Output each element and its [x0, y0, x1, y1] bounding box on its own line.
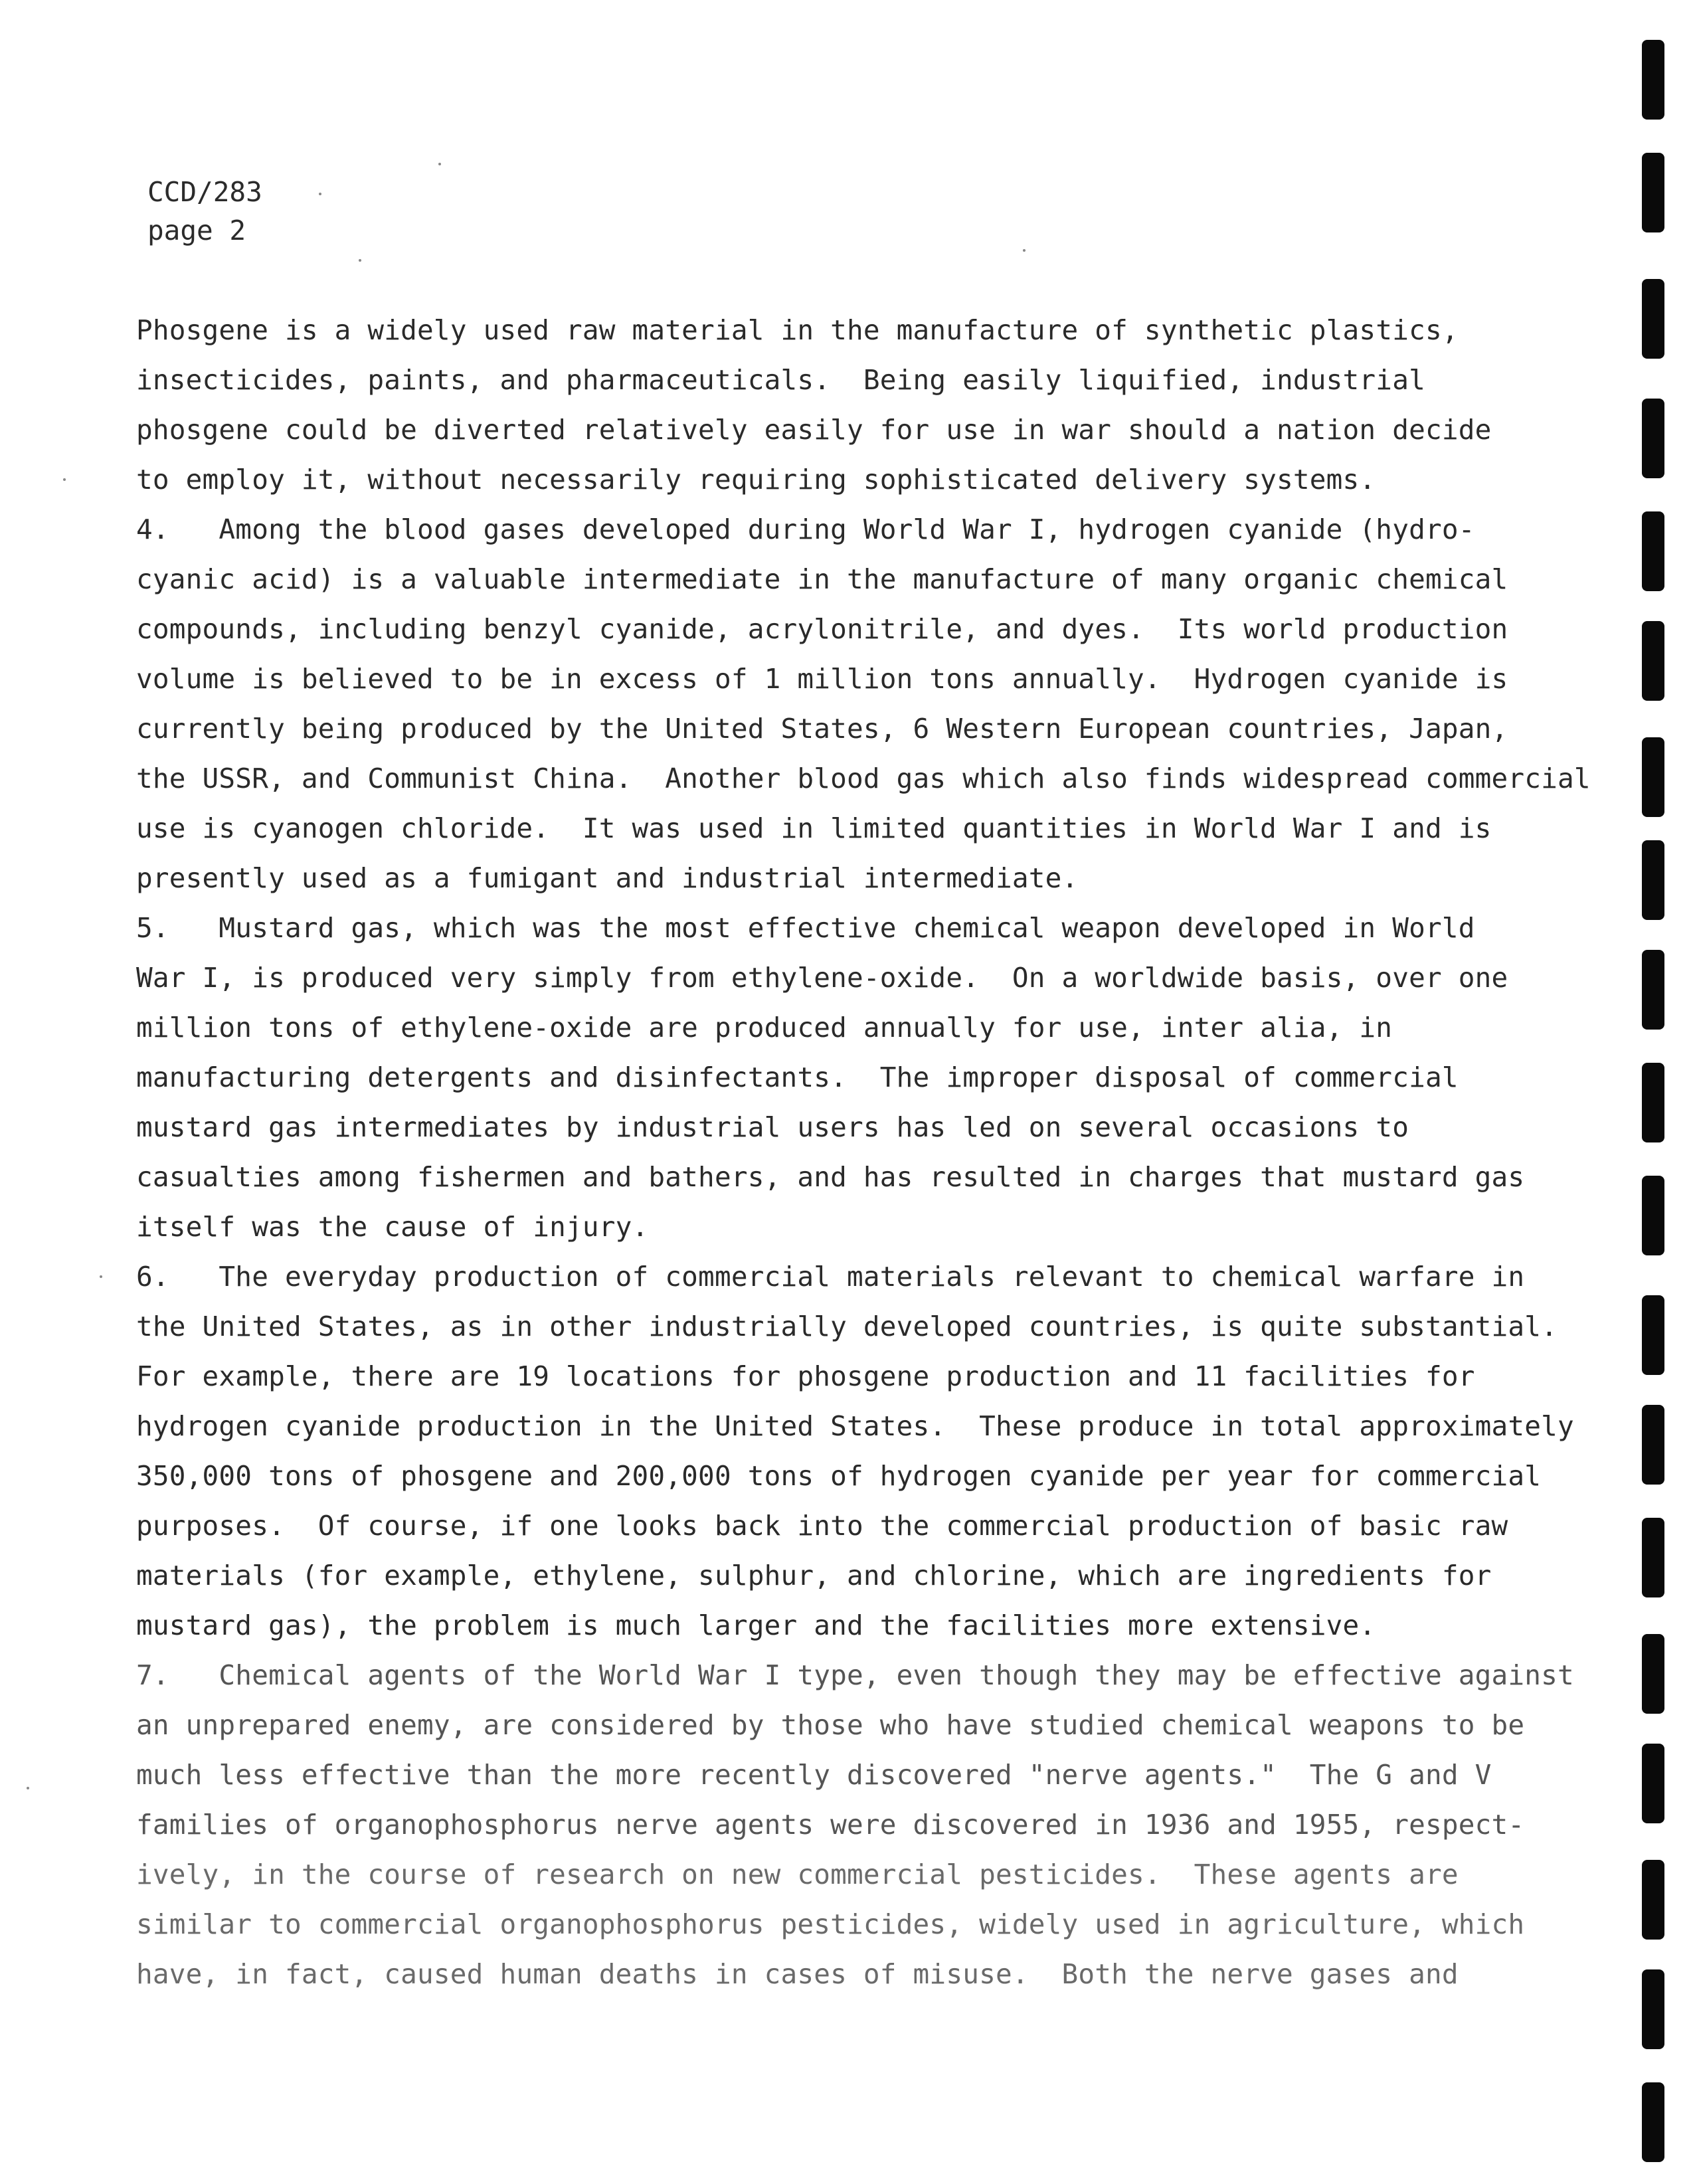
binding-hole	[1642, 279, 1664, 359]
scan-speck	[359, 259, 361, 262]
text-line: much less effective than the more recently discovered "nerve agents." The G and V	[136, 1759, 1492, 1791]
text-line: casualties among fishermen and bathers, and has resulted in charges that mustard gas	[136, 1161, 1525, 1193]
text-line: ively, in the course of research on new commercial pesticides. These agents are	[136, 1859, 1459, 1890]
text-line: 350,000 tons of phosgene and 200,000 tons of hydrogen cyanide per year for commercial	[136, 1460, 1542, 1492]
text-line: presently used as a fumigant and industrial intermediate.	[136, 862, 1079, 894]
text-line: to employ it, without necessarily requiring sophisticated delivery systems.	[136, 464, 1376, 496]
text-line: million tons of ethylene-oxide are produced annually for use, inter alia, in	[136, 1012, 1393, 1044]
scan-speck	[63, 478, 66, 481]
text-line: Phosgene is a widely used raw material in the manufacture of synthetic plastics,	[136, 314, 1459, 346]
text-line: 5. Mustard gas, which was the most effective chemical weapon developed in World	[136, 912, 1475, 944]
binding-hole	[1642, 153, 1664, 232]
text-line: itself was the cause of injury.	[136, 1211, 649, 1243]
text-line: mustard gas intermediates by industrial users has led on several occasions to	[136, 1111, 1409, 1143]
text-line: phosgene could be diverted relatively easily for use in war should a nation decide	[136, 414, 1492, 446]
scan-speck	[1023, 249, 1026, 252]
binding-hole	[1642, 1176, 1664, 1255]
text-line: War I, is produced very simply from ethylene-oxide. On a worldwide basis, over one	[136, 962, 1508, 994]
text-line: volume is believed to be in excess of 1 million tons annually. Hydrogen cyanide is	[136, 663, 1508, 695]
binding-hole	[1642, 1518, 1664, 1597]
text-line: materials (for example, ethylene, sulphur, and chlorine, which are ingredients for	[136, 1560, 1492, 1592]
binding-hole	[1642, 621, 1664, 701]
binding-holes	[1642, 0, 1668, 2184]
binding-hole	[1642, 950, 1664, 1030]
binding-hole	[1642, 1634, 1664, 1714]
text-line: purposes. Of course, if one looks back into the commercial production of basic raw	[136, 1510, 1508, 1542]
binding-hole	[1642, 2082, 1664, 2162]
text-line: 7. Chemical agents of the World War I type, even though they may be effective against	[136, 1659, 1574, 1691]
text-line: insecticides, paints, and pharmaceuticals. Being easily liquified, industrial	[136, 364, 1425, 396]
text-line: cyanic acid) is a valuable intermediate in the manufacture of many organic chemical	[136, 563, 1508, 595]
text-line: mustard gas), the problem is much larger and the facilities more extensive.	[136, 1609, 1376, 1641]
document-header	[147, 173, 262, 250]
binding-hole	[1642, 1063, 1664, 1142]
text-line: currently being produced by the United States, 6 Western European countries, Japan,	[136, 713, 1508, 745]
text-line: 6. The everyday production of commercial materials relevant to chemical warfare in	[136, 1261, 1525, 1293]
page-number: page 2	[147, 215, 246, 246]
text-line: For example, there are 19 locations for phosgene production and 11 facilities for	[136, 1360, 1475, 1392]
binding-hole	[1642, 1405, 1664, 1485]
binding-hole	[1642, 1744, 1664, 1823]
scan-speck	[438, 163, 441, 165]
text-line: manufacturing detergents and disinfectants. The improper disposal of commercial	[136, 1061, 1459, 1093]
binding-hole	[1642, 1969, 1664, 2049]
text-line: similar to commercial organophosphorus pesticides, widely used in agriculture, which	[136, 1908, 1525, 1940]
body-text	[136, 306, 1624, 1999]
document-reference: CCD/283	[147, 176, 262, 208]
binding-hole	[1642, 511, 1664, 591]
text-line: the USSR, and Communist China. Another blood gas which also finds widespread commercial	[136, 763, 1591, 794]
scan-speck	[100, 1275, 102, 1278]
binding-hole	[1642, 737, 1664, 817]
text-line: compounds, including benzyl cyanide, acrylonitrile, and dyes. Its world production	[136, 613, 1508, 645]
binding-hole	[1642, 40, 1664, 120]
binding-hole	[1642, 840, 1664, 920]
text-line: have, in fact, caused human deaths in cases of misuse. Both the nerve gases and	[136, 1958, 1459, 1990]
binding-hole	[1642, 1860, 1664, 1940]
binding-hole	[1642, 1295, 1664, 1375]
text-line: families of organophosphorus nerve agents were discovered in 1936 and 1955, respect-	[136, 1809, 1525, 1841]
text-line: use is cyanogen chloride. It was used in limited quantities in World War I and is	[136, 812, 1492, 844]
text-line: 4. Among the blood gases developed during World War I, hydrogen cyanide (hydro-	[136, 513, 1475, 545]
text-line: an unprepared enemy, are considered by those who have studied chemical weapons to be	[136, 1709, 1525, 1741]
scan-speck	[27, 1787, 29, 1789]
text-line: the United States, as in other industrially developed countries, is quite substantial.	[136, 1311, 1558, 1342]
scan-speck	[319, 193, 321, 195]
binding-hole	[1642, 399, 1664, 478]
text-line: hydrogen cyanide production in the United States. These produce in total approximately	[136, 1410, 1574, 1442]
